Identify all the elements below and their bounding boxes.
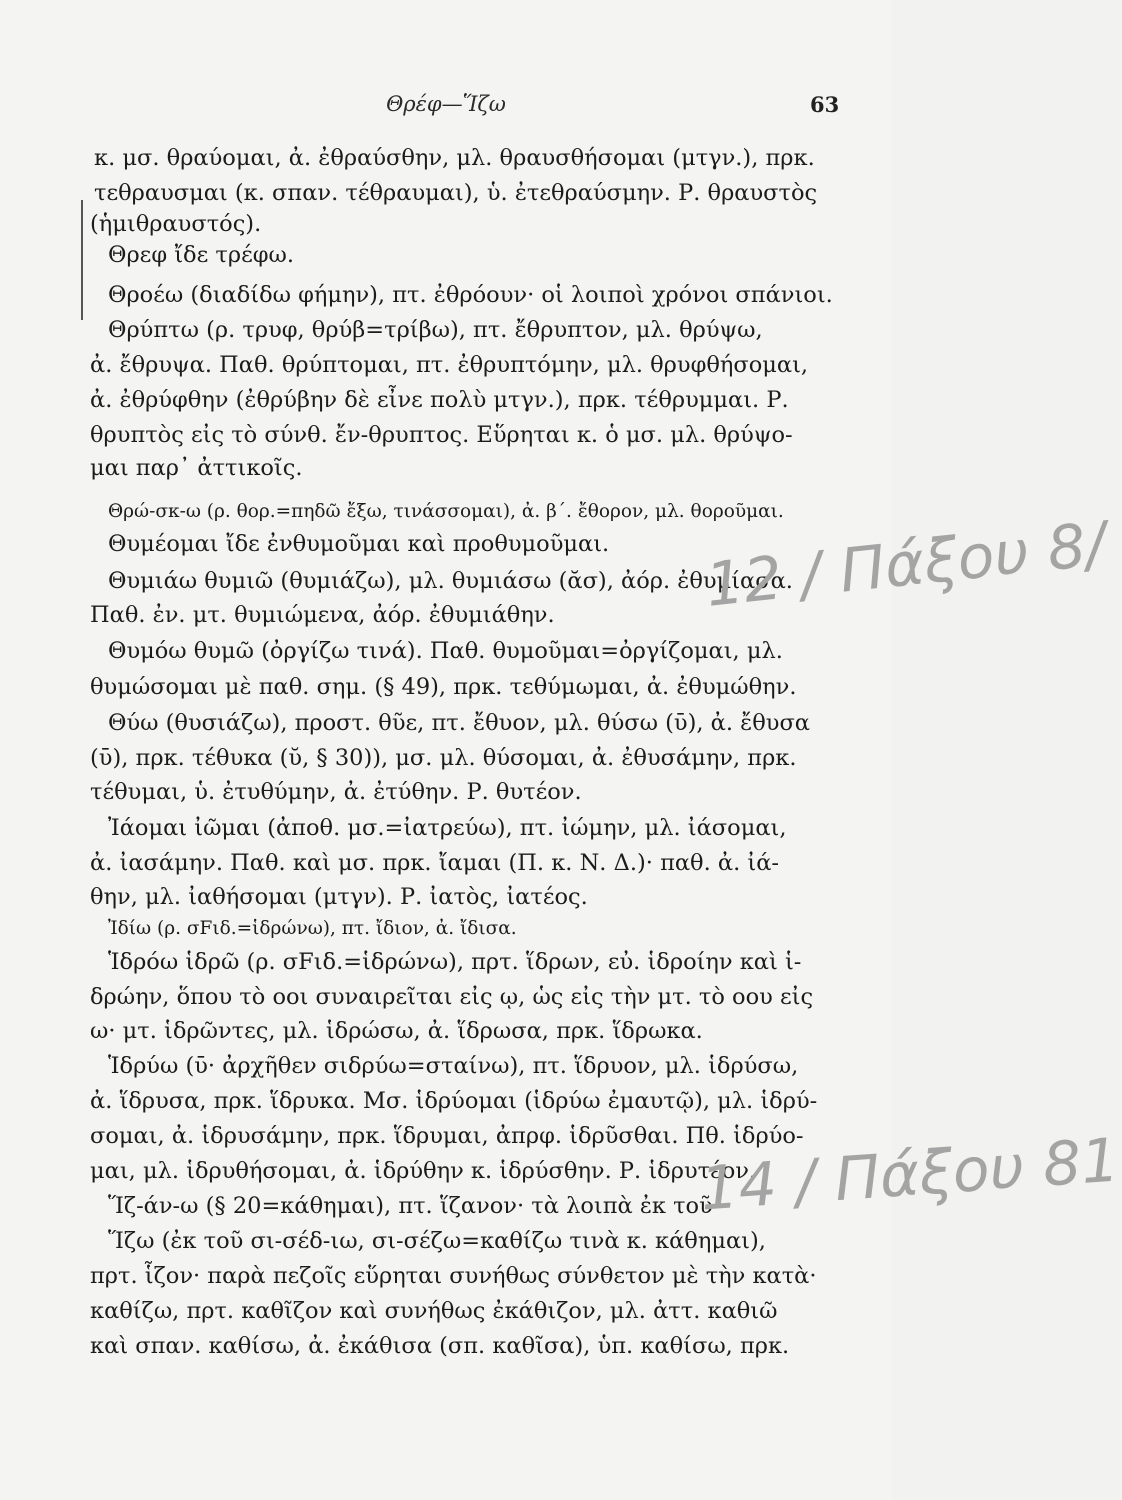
- text-line: θρυπτὸς εἰς τὸ σύνθ. ἔν-θρυπτος. Εὕρηται κ. ὁ μσ. μλ. θρύψο-: [90, 422, 793, 448]
- text-line: Ἱδρύω (ῡ· ἀρχῆθεν σιδρύω=σταίνω), πτ. ἵδρυον, μλ. ἱδρύσω,: [108, 1053, 799, 1079]
- text-line: Ἰάομαι ἰῶμαι (ἀποθ. μσ.=ἰατρεύω), πτ. ἰώμην, μλ. ἰάσομαι,: [108, 815, 787, 841]
- text-line: Ἱδρόω ἱδρῶ (ρ. σFιδ.=ἱδρώνω), πρτ. ἵδρων, εὐ. ἱδροίην καὶ ἱ-: [108, 949, 802, 975]
- text-line: Θύω (θυσιάζω), προστ. θῦε, πτ. ἔθυον, μλ. θύσω (ῡ), ἀ. ἔθυσα: [108, 710, 811, 736]
- page-number: 63: [810, 92, 840, 117]
- text-line: θην, μλ. ἰαθήσομαι (μτγν). Ρ. ἰατὸς, ἰατέος.: [90, 884, 588, 910]
- text-line: Θρεφ ἴδε τρέφω.: [108, 242, 294, 268]
- handwritten-annotation: 14 / Πάξου 81: [698, 1125, 1122, 1225]
- text-line: (ἡμιθραυστός).: [90, 211, 262, 237]
- text-line: δρώην, ὅπου τὸ οοι συναιρεῖται εἰς ῳ, ὡς εἰς τὴν μτ. τὸ οου εἰς: [90, 984, 814, 1010]
- text-line: ἀ. ἐθρύφθην (ἐθρύβην δὲ εἶνε πολὺ μτγν.), πρκ. τέθρυμμαι. Ρ.: [90, 387, 789, 413]
- text-line: Ἵζω (ἐκ τοῦ σι-σέδ-ιω, σι-σέζω=καθίζω τινὰ κ. κάθημαι),: [108, 1228, 766, 1254]
- text-line: κ. μσ. θραύομαι, ἀ. ἐθραύσθην, μλ. θραυσθήσομαι (μτγν.), πρκ.: [94, 145, 815, 171]
- text-line: Θυμέομαι ἴδε ἐνθυμοῦμαι καὶ προθυμοῦμαι.: [108, 531, 610, 557]
- text-line: Θρύπτω (ρ. τρυφ, θρύβ=τρίβω), πτ. ἔθρυπτον, μλ. θρύψω,: [108, 317, 763, 343]
- running-head: Θρέφ—Ἵζω: [386, 92, 506, 116]
- text-line: τέθυμαι, ὑ. ἐτυθύμην, ἀ. ἐτύθην. Ρ. θυτέον.: [90, 779, 582, 805]
- margin-bracket-line: [81, 200, 83, 320]
- text-line: πρτ. ἷζον· παρὰ πεζοῖς εὕρηται συνήθως σύνθετον μὲ τὴν κατὰ·: [90, 1263, 817, 1289]
- text-line: ω· μτ. ἱδρῶντες, μλ. ἱδρώσω, ἀ. ἵδρωσα, πρκ. ἵδρωκα.: [90, 1018, 703, 1044]
- text-line: σομαι, ἀ. ἱδρυσάμην, πρκ. ἵδρυμαι, ἀπρφ. ἱδρῦσθαι. Πθ. ἱδρύο-: [90, 1123, 804, 1149]
- text-line: (ῡ), πρκ. τέθυκα (ῠ, § 30)), μσ. μλ. θύσομαι, ἀ. ἐθυσάμην, πρκ.: [90, 745, 797, 771]
- text-line: Ἰδίω (ρ. σFιδ.=ἱδρώνω), πτ. ἴδιον, ἀ. ἴδισα.: [108, 918, 517, 939]
- text-line: Παθ. ἐν. μτ. θυμιώμενα, ἀόρ. ἐθυμιάθην.: [90, 602, 555, 628]
- text-line: τεθραυσμαι (κ. σπαν. τέθραυμαι), ὑ. ἐτεθραύσμην. Ρ. θραυστὸς: [94, 180, 818, 206]
- text-line: θυμώσομαι μὲ παθ. σημ. (§ 49), πρκ. τεθύμωμαι, ἀ. ἐθυμώθην.: [90, 674, 797, 700]
- text-line: ἀ. ἰασάμην. Παθ. καὶ μσ. πρκ. ἴαμαι (Π. κ. Ν. Δ.)· παθ. ἀ. ἰά-: [90, 850, 780, 876]
- text-line: Θυμιάω θυμιῶ (θυμιάζω), μλ. θυμιάσω (ᾰσ), ἀόρ. ἐθυμίασα.: [108, 568, 793, 594]
- text-line: Ἵζ-άν-ω (§ 20=κάθημαι), πτ. ἵζανον· τὰ λοιπὰ ἐκ τοῦ: [108, 1193, 713, 1219]
- text-line: Θροέω (διαδίδω φήμην), πτ. ἐθρόουν· οἱ λοιποὶ χρόνοι σπάνιοι.: [108, 282, 833, 308]
- handwritten-annotation: 12 / Πάξου 8/: [702, 509, 1110, 621]
- text-line: μαι παρ᾽ ἀττικοῖς.: [90, 455, 303, 481]
- text-line: ἀ. ἔθρυψα. Παθ. θρύπτομαι, πτ. ἐθρυπτόμην, μλ. θρυφθήσομαι,: [90, 352, 809, 378]
- text-line: μαι, μλ. ἱδρυθήσομαι, ἀ. ἱδρύθην κ. ἱδρύσθην. Ρ. ἱδρυτέον.: [90, 1158, 757, 1184]
- text-line: καθίζω, πρτ. καθῖζον καὶ συνήθως ἐκάθιζον, μλ. ἀττ. καθιῶ: [90, 1298, 778, 1324]
- text-line: Θρώ-σκ-ω (ρ. θορ.=πηδῶ ἔξω, τινάσσομαι), ἀ. β΄. ἔθορον, μλ. θοροῦμαι.: [108, 501, 784, 522]
- text-line: καὶ σπαν. καθίσω, ἀ. ἐκάθισα (σπ. καθῖσα), ὑπ. καθίσω, πρκ.: [90, 1333, 790, 1359]
- text-line: Θυμόω θυμῶ (ὀργίζω τινά). Παθ. θυμοῦμαι=ὀργίζομαι, μλ.: [108, 638, 783, 664]
- text-line: ἀ. ἵδρυσα, πρκ. ἵδρυκα. Μσ. ἱδρύομαι (ἱδρύω ἐμαυτῷ), μλ. ἱδρύ-: [90, 1088, 818, 1114]
